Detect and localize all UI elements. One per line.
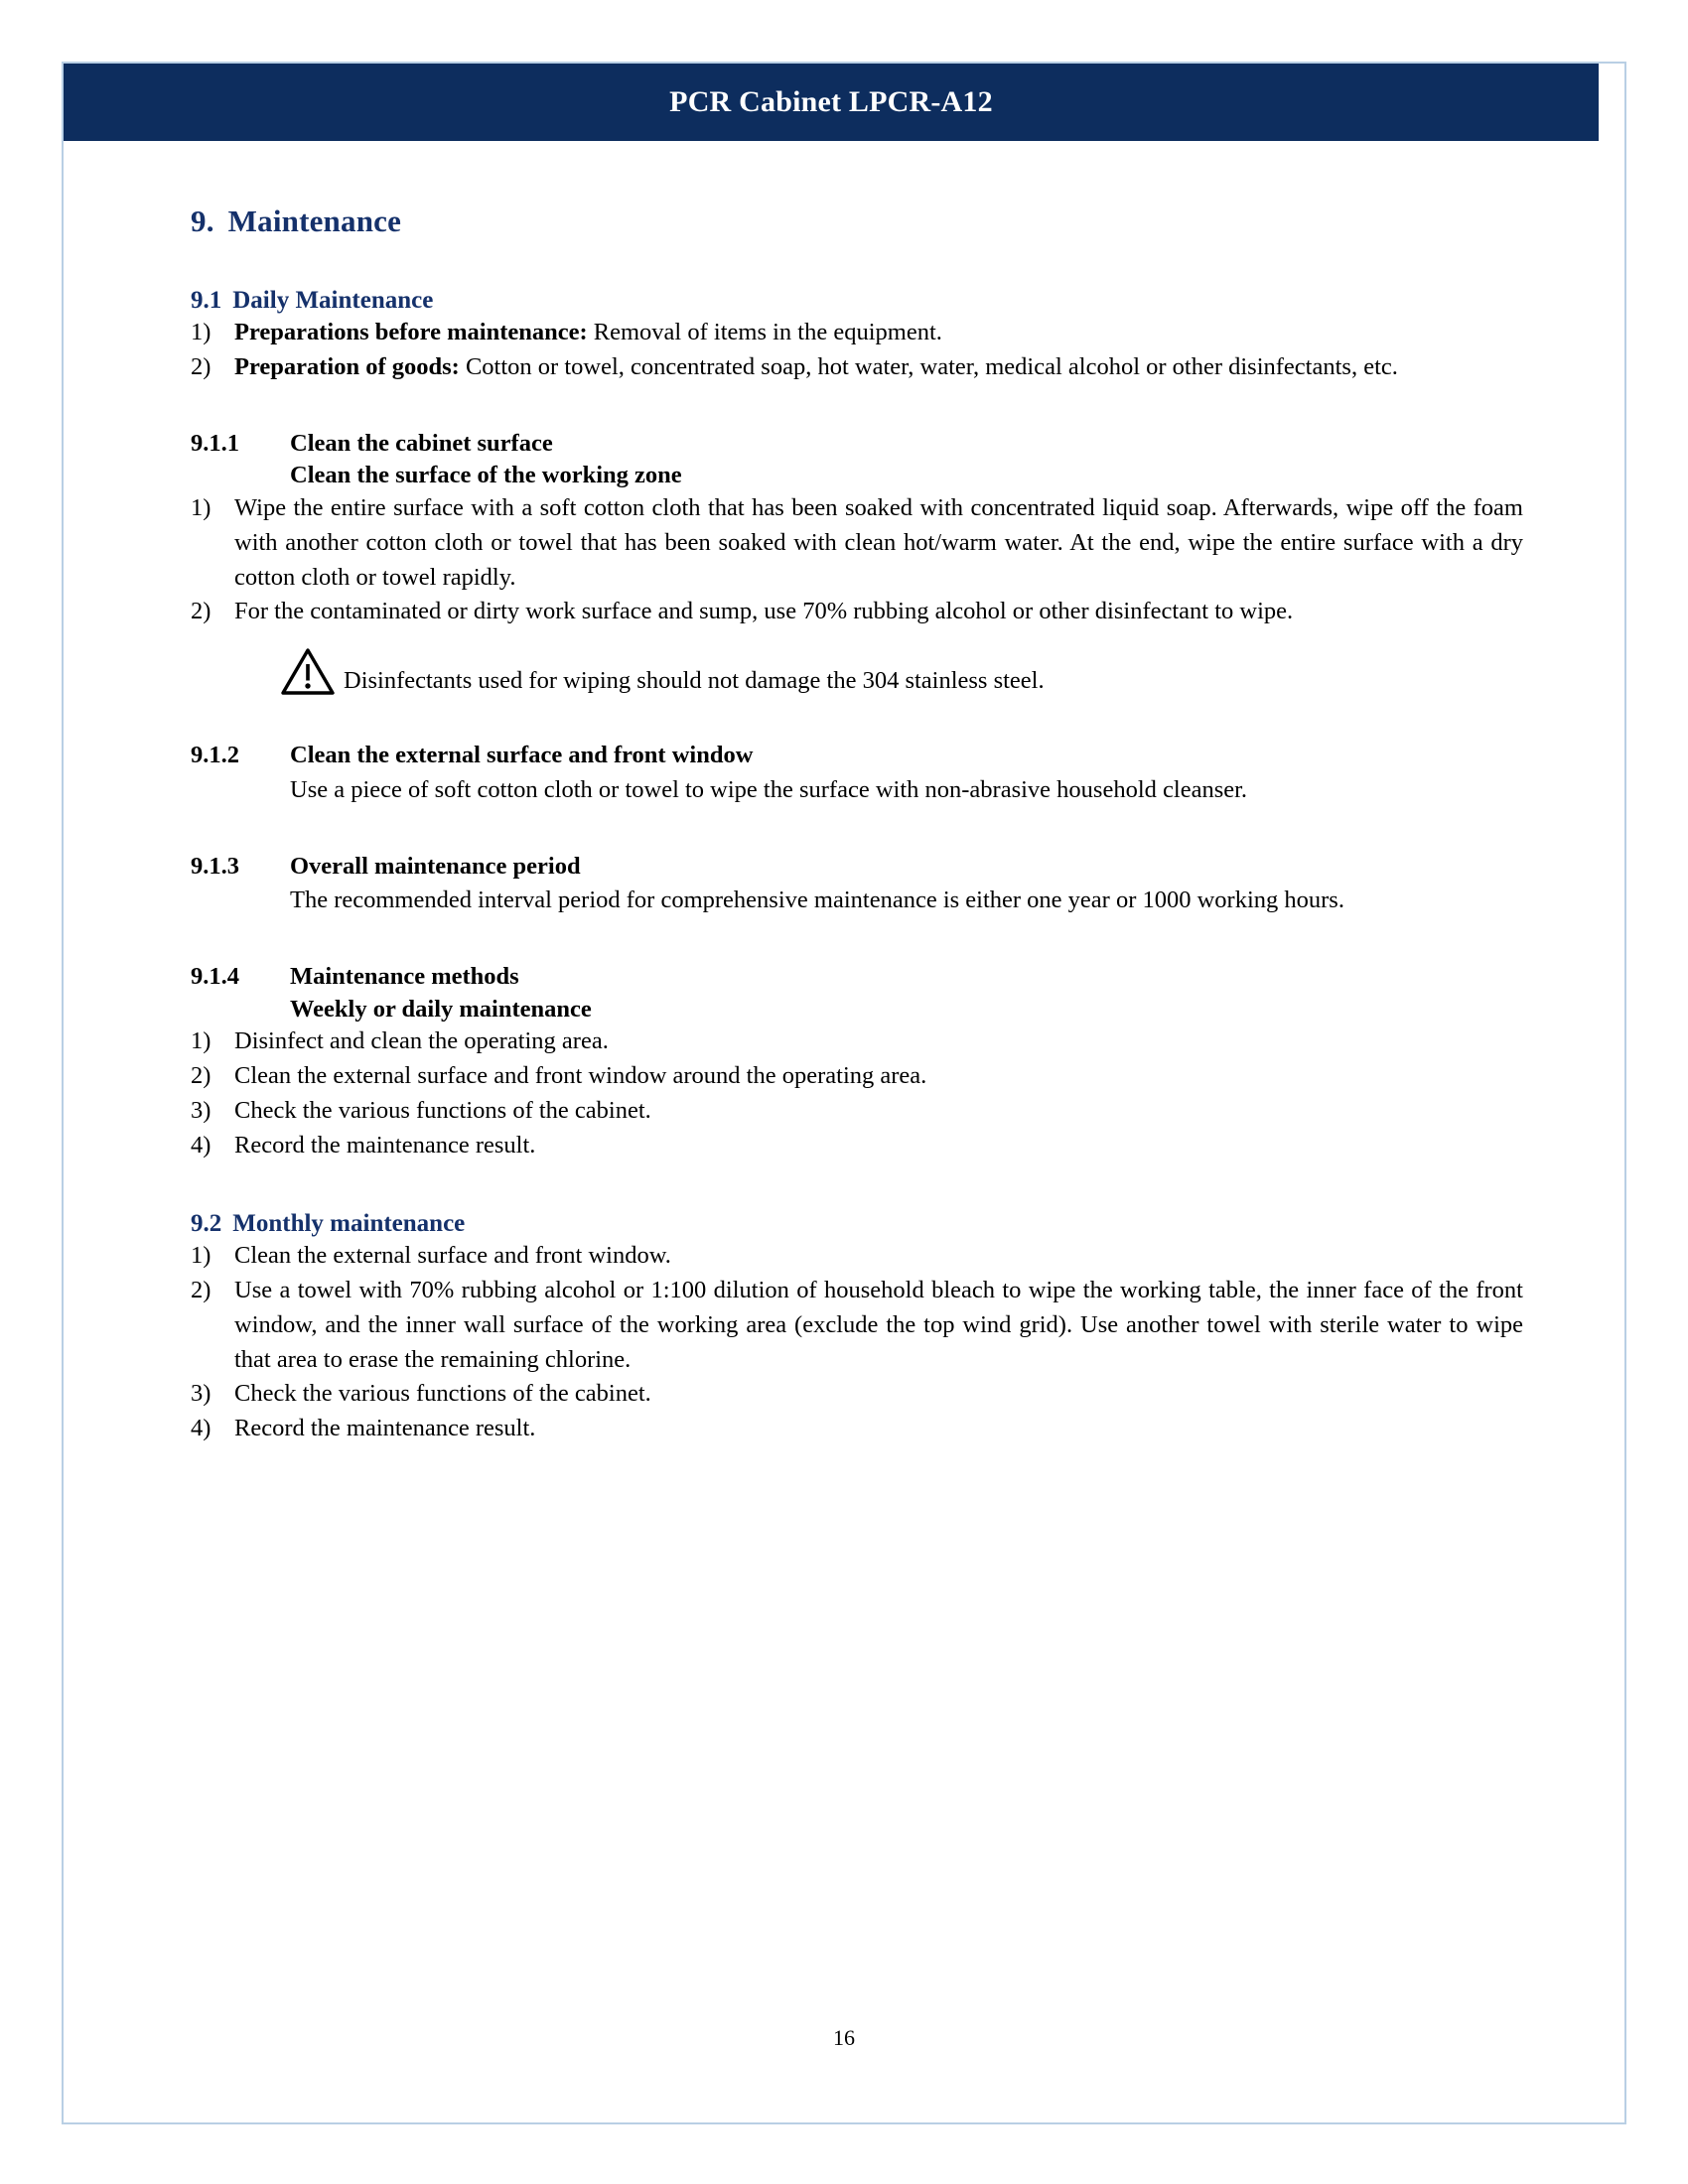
list-item-body: Removal of items in the equipment. — [587, 319, 942, 346]
subsubsection-heading-9-1-2 — [191, 741, 1523, 771]
list-marker: 4) — [191, 1131, 211, 1159]
list-marker: 4) — [191, 1415, 211, 1442]
list-text: Clean the external surface and front window around the operating area. — [234, 1061, 927, 1089]
paragraph-9-1-3: The recommended interval period for comprehensive maintenance is either one year or 1000 working hours. — [290, 887, 1344, 914]
section-heading-9 — [191, 203, 1523, 239]
list-item — [191, 1094, 1523, 1129]
list-item — [191, 316, 1523, 350]
list-item — [191, 1412, 1523, 1446]
page-header-bar — [64, 64, 1599, 141]
list-text: Check the various functions of the cabinet. — [234, 1096, 651, 1124]
subsubsection-title: Overall maintenance period — [290, 852, 581, 880]
list-text: Use a towel with 70% rubbing alcohol or 1:100 dilution of household bleach to wipe the working table, the inner face of the front window, and the inner wall surface of the working area (exclude the top wind grid). Use another towel with sterile water to wipe that area to erase the remaining chlorine. — [234, 1277, 1523, 1373]
list-9-2 — [191, 1239, 1523, 1446]
section-number: 9. — [191, 204, 214, 238]
subsection-number: 9.2 — [191, 1210, 222, 1238]
list-text: Disinfect and clean the operating area. — [234, 1027, 609, 1055]
subsubsection-title: Maintenance methods — [290, 962, 519, 990]
list-item — [191, 350, 1523, 385]
document-title: PCR Cabinet LPCR-A12 — [669, 85, 993, 118]
block-9-1-4 — [191, 962, 1523, 1162]
list-text — [234, 350, 1523, 385]
warning-triangle-icon — [280, 647, 336, 697]
list-marker: 1) — [191, 1242, 211, 1270]
list-text: Clean the external surface and front window. — [234, 1242, 671, 1270]
list-text: Check the various functions of the cabinet. — [234, 1380, 651, 1408]
page-content — [64, 141, 1624, 1446]
list-item — [191, 1377, 1523, 1412]
list-marker: 2) — [191, 598, 211, 625]
list-item-lead-label: Preparations before maintenance: — [234, 319, 588, 346]
list-marker: 3) — [191, 1096, 211, 1124]
warning-note-9-1-1 — [280, 647, 1523, 697]
subsubsection-number: 9.1.4 — [191, 962, 239, 990]
subsubsection-title: Clean the cabinet surface — [290, 429, 553, 457]
list-item — [191, 1129, 1523, 1163]
list-item — [191, 491, 1523, 595]
list-item — [191, 1274, 1523, 1377]
list-item — [191, 1059, 1523, 1094]
list-text: Record the maintenance result. — [234, 1415, 536, 1442]
page-number: 16 — [833, 2025, 855, 2050]
list-marker: 2) — [191, 1061, 211, 1089]
subsection-title: Daily Maintenance — [232, 287, 434, 315]
subsection-heading-9-2 — [191, 1209, 1523, 1239]
document-page — [62, 62, 1626, 2124]
list-item — [191, 1239, 1523, 1274]
subsubsection-title: Clean the external surface and front window — [290, 742, 754, 769]
paragraph-9-1-2: Use a piece of soft cotton cloth or towel to wipe the surface with non-abrasive household cleanser. — [290, 775, 1248, 803]
list-marker: 2) — [191, 352, 211, 380]
list-marker: 3) — [191, 1380, 211, 1408]
list-marker: 1) — [191, 494, 211, 521]
block-9-1-1 — [191, 429, 1523, 697]
section-title: Maintenance — [227, 204, 402, 238]
subsection-heading-9-1 — [191, 286, 1523, 316]
list-text: For the contaminated or dirty work surface and sump, use 70% rubbing alcohol or other disinfectant to wipe. — [234, 598, 1294, 625]
list-9-1-1 — [191, 491, 1523, 629]
list-item — [191, 1024, 1523, 1059]
subsubsection-subtitle-9-1-4: Weekly or daily maintenance — [290, 995, 592, 1023]
list-marker: 1) — [191, 319, 211, 346]
subsubsection-number: 9.1.3 — [191, 852, 239, 880]
list-marker: 2) — [191, 1277, 211, 1304]
subsubsection-number: 9.1.1 — [191, 429, 239, 457]
list-9-1-4 — [191, 1024, 1523, 1162]
subsubsection-heading-9-1-3 — [191, 852, 1523, 883]
subsection-number: 9.1 — [191, 287, 222, 315]
list-text: Wipe the entire surface with a soft cotton cloth that has been soaked with concentrated liquid soap. Afterwards, wipe off the foam with another cotton cloth or towel that has been soaked with clean hot/warm water. At the end, wipe the entire surface with a dry cotton cloth or towel rapidly. — [234, 494, 1523, 591]
subsubsection-heading-9-1-4 — [191, 962, 1523, 993]
list-text — [234, 316, 1523, 350]
list-text: Record the maintenance result. — [234, 1131, 536, 1159]
list-item-lead-label: Preparation of goods: — [234, 352, 460, 380]
subsubsection-subtitle-9-1-1: Clean the surface of the working zone — [290, 462, 682, 489]
list-item — [191, 595, 1523, 629]
warning-note-text: Disinfectants used for wiping should not damage the 304 stainless steel. — [344, 666, 1045, 694]
list-9-1 — [191, 316, 1523, 385]
list-marker: 1) — [191, 1027, 211, 1055]
subsubsection-heading-9-1-1 — [191, 429, 1523, 460]
subsection-title: Monthly maintenance — [232, 1210, 466, 1238]
list-item-body: Cotton or towel, concentrated soap, hot water, water, medical alcohol or other disinfectants, etc. — [459, 352, 1398, 380]
block-9-1-2 — [191, 741, 1523, 807]
subsubsection-number: 9.1.2 — [191, 742, 239, 769]
block-9-1-3 — [191, 852, 1523, 918]
